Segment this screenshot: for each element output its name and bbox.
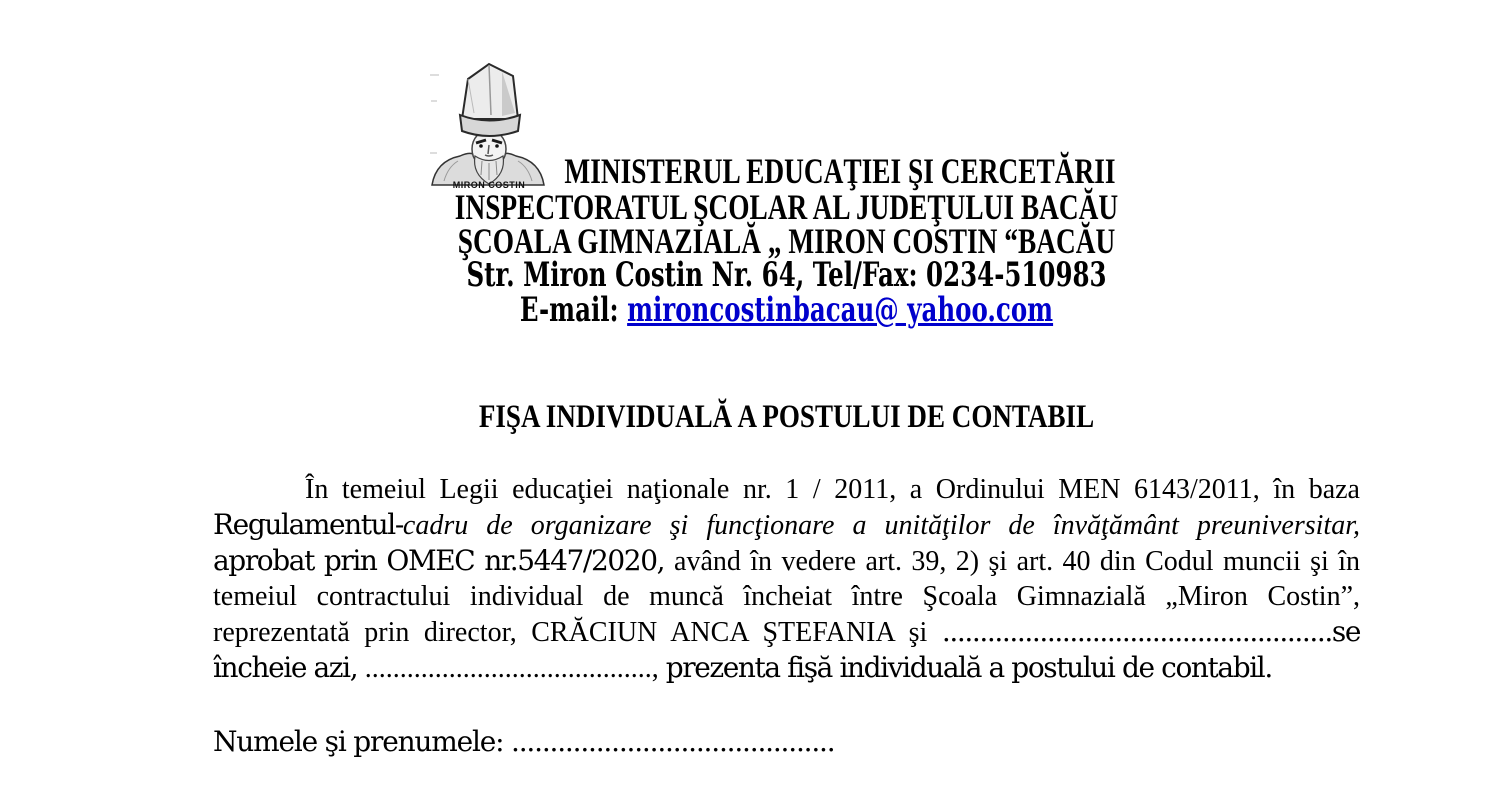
- paragraph-segment: aprobat prin OMEC nr.5447/2020,: [213, 544, 675, 577]
- paragraph-segment-dotted-blank: .........................................,: [364, 653, 666, 684]
- school-name: ŞCOALA GIMNAZIALĂ „ MIRON COSTIN “BACĂU: [457, 221, 1116, 261]
- document-title: FIŞA INDIVIDUALĂ A POSTULUI DE CONTABIL: [478, 399, 1095, 435]
- address-line: Str. Miron Costin Nr. 64, Tel/Fax: 0234-510983: [466, 255, 1107, 295]
- email-link[interactable]: mironcostinbacau@ yahoo.com: [627, 290, 1054, 330]
- miron-costin-logo: [428, 57, 548, 190]
- paragraph-segment: cadru de organizare şi funcţionare a unităţilor de învăţământ preuniversitar,: [402, 510, 1360, 541]
- email-line: [374, 290, 1200, 330]
- logo-caption: MIRON COSTIN: [452, 180, 526, 190]
- name-line: Numele şi prenumele: ..........................................: [213, 725, 835, 758]
- email-label: E-mail:: [519, 290, 628, 330]
- paragraph-segment: În temeiul Legii educaţiei naţionale nr. 1 / 2011, a Ordinului MEN 6143/2011, în baza: [305, 474, 1360, 505]
- paragraph-segment: prezenta fişă individuală a postului de contabil.: [665, 651, 1272, 684]
- ministry-name: MINISTERUL EDUCAŢIEI ŞI CERCETĂRII: [563, 151, 1116, 191]
- scan-artifact-marks: [430, 75, 439, 153]
- intro-paragraph: [213, 472, 1360, 686]
- paragraph-segment: Regulamentul-: [213, 508, 403, 541]
- letterhead: [213, 57, 1360, 328]
- inspectorate-name: INSPECTORATUL ŞCOLAR AL JUDEŢULUI BACĂU: [454, 187, 1119, 227]
- paragraph-segment-dotted-blank: ....................................................se încheie azi,: [213, 615, 1360, 684]
- paragraph-segment: având în vedere art. 39, 2) şi art. 40 din Codul muncii şi în temeiul contractului individual de muncă încheiat între Şcoala Gimnazială „Miron Costin”, reprezentată prin director, CRĂCIUN ANCA ŞTEFANIA şi: [213, 546, 1360, 648]
- letterhead-top-row: [213, 57, 1360, 190]
